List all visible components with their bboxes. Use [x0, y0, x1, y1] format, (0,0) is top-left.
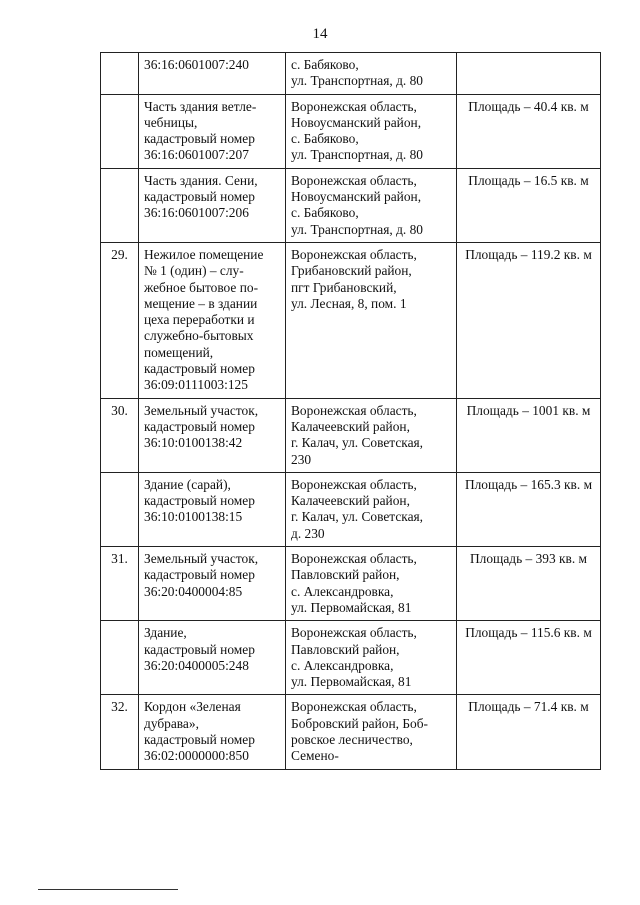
object-name-line: Здание (сарай), — [144, 476, 231, 492]
object-name-line: Земельный участок, — [144, 402, 259, 418]
row-number — [101, 621, 139, 695]
address-line: Воронежская область, — [291, 402, 417, 418]
area-cell: Площадь – 115.6 кв. м — [457, 621, 601, 695]
object-name-cell — [139, 53, 286, 95]
row-number: 29. — [101, 242, 139, 398]
property-table — [100, 52, 601, 770]
object-name-line: Кордон «Зеленая — [144, 699, 241, 715]
page-number: 14 — [312, 26, 328, 42]
address-cell — [286, 94, 457, 168]
address-line: Калачеевский район, — [291, 418, 410, 434]
area-cell: Площадь – 16.5 кв. м — [457, 168, 601, 242]
row-number — [101, 168, 139, 242]
address-line: Павловский район, — [291, 641, 400, 657]
address-line: ул. Транспортная, д. 80 — [291, 73, 423, 89]
row-number — [101, 472, 139, 546]
object-name-line: 36:16:0601007:240 — [144, 57, 249, 72]
object-name-line: кадастровый номер — [144, 731, 255, 747]
address-line: ул. Лесная, 8, пом. 1 — [291, 295, 407, 311]
address-line: Семено- — [291, 748, 339, 764]
table-row — [101, 547, 601, 621]
object-name-line: кадастровый номер — [144, 493, 255, 509]
object-name-line: кадастровый номер — [144, 418, 255, 434]
row-number: 31. — [101, 547, 139, 621]
address-line: с. Бабяково, — [291, 205, 359, 221]
object-name-line: цеха переработки и — [144, 312, 255, 328]
address-line: Бобровский район, Боб- — [291, 715, 428, 731]
object-name-line: кадастровый номер — [144, 567, 255, 583]
area-cell: Площадь – 393 кв. м — [457, 547, 601, 621]
object-name-line: кадастровый номер — [144, 131, 255, 147]
address-line: Грибановский район, — [291, 263, 412, 279]
address-line: с. Александровка, — [291, 583, 394, 599]
area-cell: Площадь – 165.3 кв. м — [457, 472, 601, 546]
address-line: Воронежская область, — [291, 551, 417, 567]
address-line: Новоусманский район, — [291, 114, 422, 130]
object-name-line: мещение – в здании — [144, 295, 258, 311]
address-line: ровское лесничество, — [291, 731, 413, 747]
address-line: Калачеевский район, — [291, 493, 410, 509]
address-cell — [286, 398, 457, 472]
table-row — [101, 53, 601, 95]
address-line: Воронежская область, — [291, 98, 417, 114]
address-line: ул. Первомайская, 81 — [291, 674, 412, 690]
object-name-cell — [139, 94, 286, 168]
row-number — [101, 53, 139, 95]
row-number: 32. — [101, 695, 139, 769]
address-line: Воронежская область, — [291, 172, 417, 188]
object-name-line: Земельный участок, — [144, 551, 259, 567]
table-row — [101, 242, 601, 398]
area-cell: Площадь – 1001 кв. м — [457, 398, 601, 472]
address-line: ул. Транспортная, д. 80 — [291, 147, 423, 163]
object-name-line: кадастровый номер — [144, 189, 255, 205]
object-name-line: 36:16:0601007:207 — [144, 147, 249, 163]
address-cell — [286, 242, 457, 398]
row-number — [101, 94, 139, 168]
object-name-cell — [139, 168, 286, 242]
address-cell — [286, 168, 457, 242]
object-name-cell — [139, 695, 286, 769]
address-line: г. Калач, ул. Советская, — [291, 435, 424, 451]
table-body — [101, 53, 601, 770]
address-line: Новоусманский район, — [291, 189, 422, 205]
address-cell — [286, 695, 457, 769]
object-name-line: Здание, — [144, 625, 187, 641]
object-name-line: служебно-бытовых — [144, 328, 254, 344]
address-line: пгт Грибановский, — [291, 279, 397, 295]
object-name-line: дубрава», — [144, 715, 199, 731]
object-name-cell — [139, 242, 286, 398]
table-row — [101, 168, 601, 242]
address-line: д. 230 — [291, 525, 325, 541]
object-name-line: 36:02:0000000:850 — [144, 748, 249, 764]
address-line: Воронежская область, — [291, 476, 417, 492]
object-name-line: 36:16:0601007:206 — [144, 205, 249, 221]
address-line: Воронежская область, — [291, 246, 417, 262]
object-name-line: 36:10:0100138:15 — [144, 509, 243, 525]
object-name-line: Нежилое помещение — [144, 246, 264, 262]
table-row — [101, 398, 601, 472]
area-cell: Площадь – 71.4 кв. м — [457, 695, 601, 769]
address-cell — [286, 621, 457, 695]
area-cell: Площадь – 119.2 кв. м — [457, 242, 601, 398]
object-name-cell — [139, 547, 286, 621]
object-name-line: Часть здания. Сени, — [144, 172, 258, 188]
address-cell — [286, 53, 457, 95]
address-line: ул. Первомайская, 81 — [291, 599, 412, 615]
object-name-line: Часть здания ветле- — [144, 98, 257, 114]
object-name-cell — [139, 398, 286, 472]
object-name-line: кадастровый номер — [144, 361, 255, 377]
object-name-cell — [139, 472, 286, 546]
address-line: ул. Транспортная, д. 80 — [291, 221, 423, 237]
object-name-line: 36:20:0400005:248 — [144, 657, 249, 673]
address-line: с. Бабяково, — [291, 131, 359, 147]
object-name-line: кадастровый номер — [144, 641, 255, 657]
object-name-line: чебницы, — [144, 114, 198, 130]
address-line: с. Бабяково, — [291, 57, 359, 72]
object-name-line: помещений, — [144, 344, 214, 360]
address-line: Павловский район, — [291, 567, 400, 583]
area-cell: Площадь – 40.4 кв. м — [457, 94, 601, 168]
address-cell — [286, 547, 457, 621]
area-cell — [457, 53, 601, 95]
address-cell — [286, 472, 457, 546]
address-line: г. Калач, ул. Советская, — [291, 509, 424, 525]
table-row — [101, 695, 601, 769]
row-number: 30. — [101, 398, 139, 472]
object-name-line: 36:10:0100138:42 — [144, 435, 243, 451]
table-row — [101, 621, 601, 695]
footnote-divider — [38, 889, 178, 890]
table-row — [101, 94, 601, 168]
object-name-line: 36:09:0111003:125 — [144, 377, 248, 393]
table-row — [101, 472, 601, 546]
address-line: Воронежская область, — [291, 625, 417, 641]
address-line: Воронежская область, — [291, 699, 417, 715]
object-name-line: жебное бытовое по- — [144, 279, 259, 295]
object-name-cell — [139, 621, 286, 695]
object-name-line: № 1 (один) – слу- — [144, 263, 244, 279]
address-line: 230 — [291, 451, 312, 467]
address-line: с. Александровка, — [291, 657, 394, 673]
object-name-line: 36:20:0400004:85 — [144, 583, 243, 599]
